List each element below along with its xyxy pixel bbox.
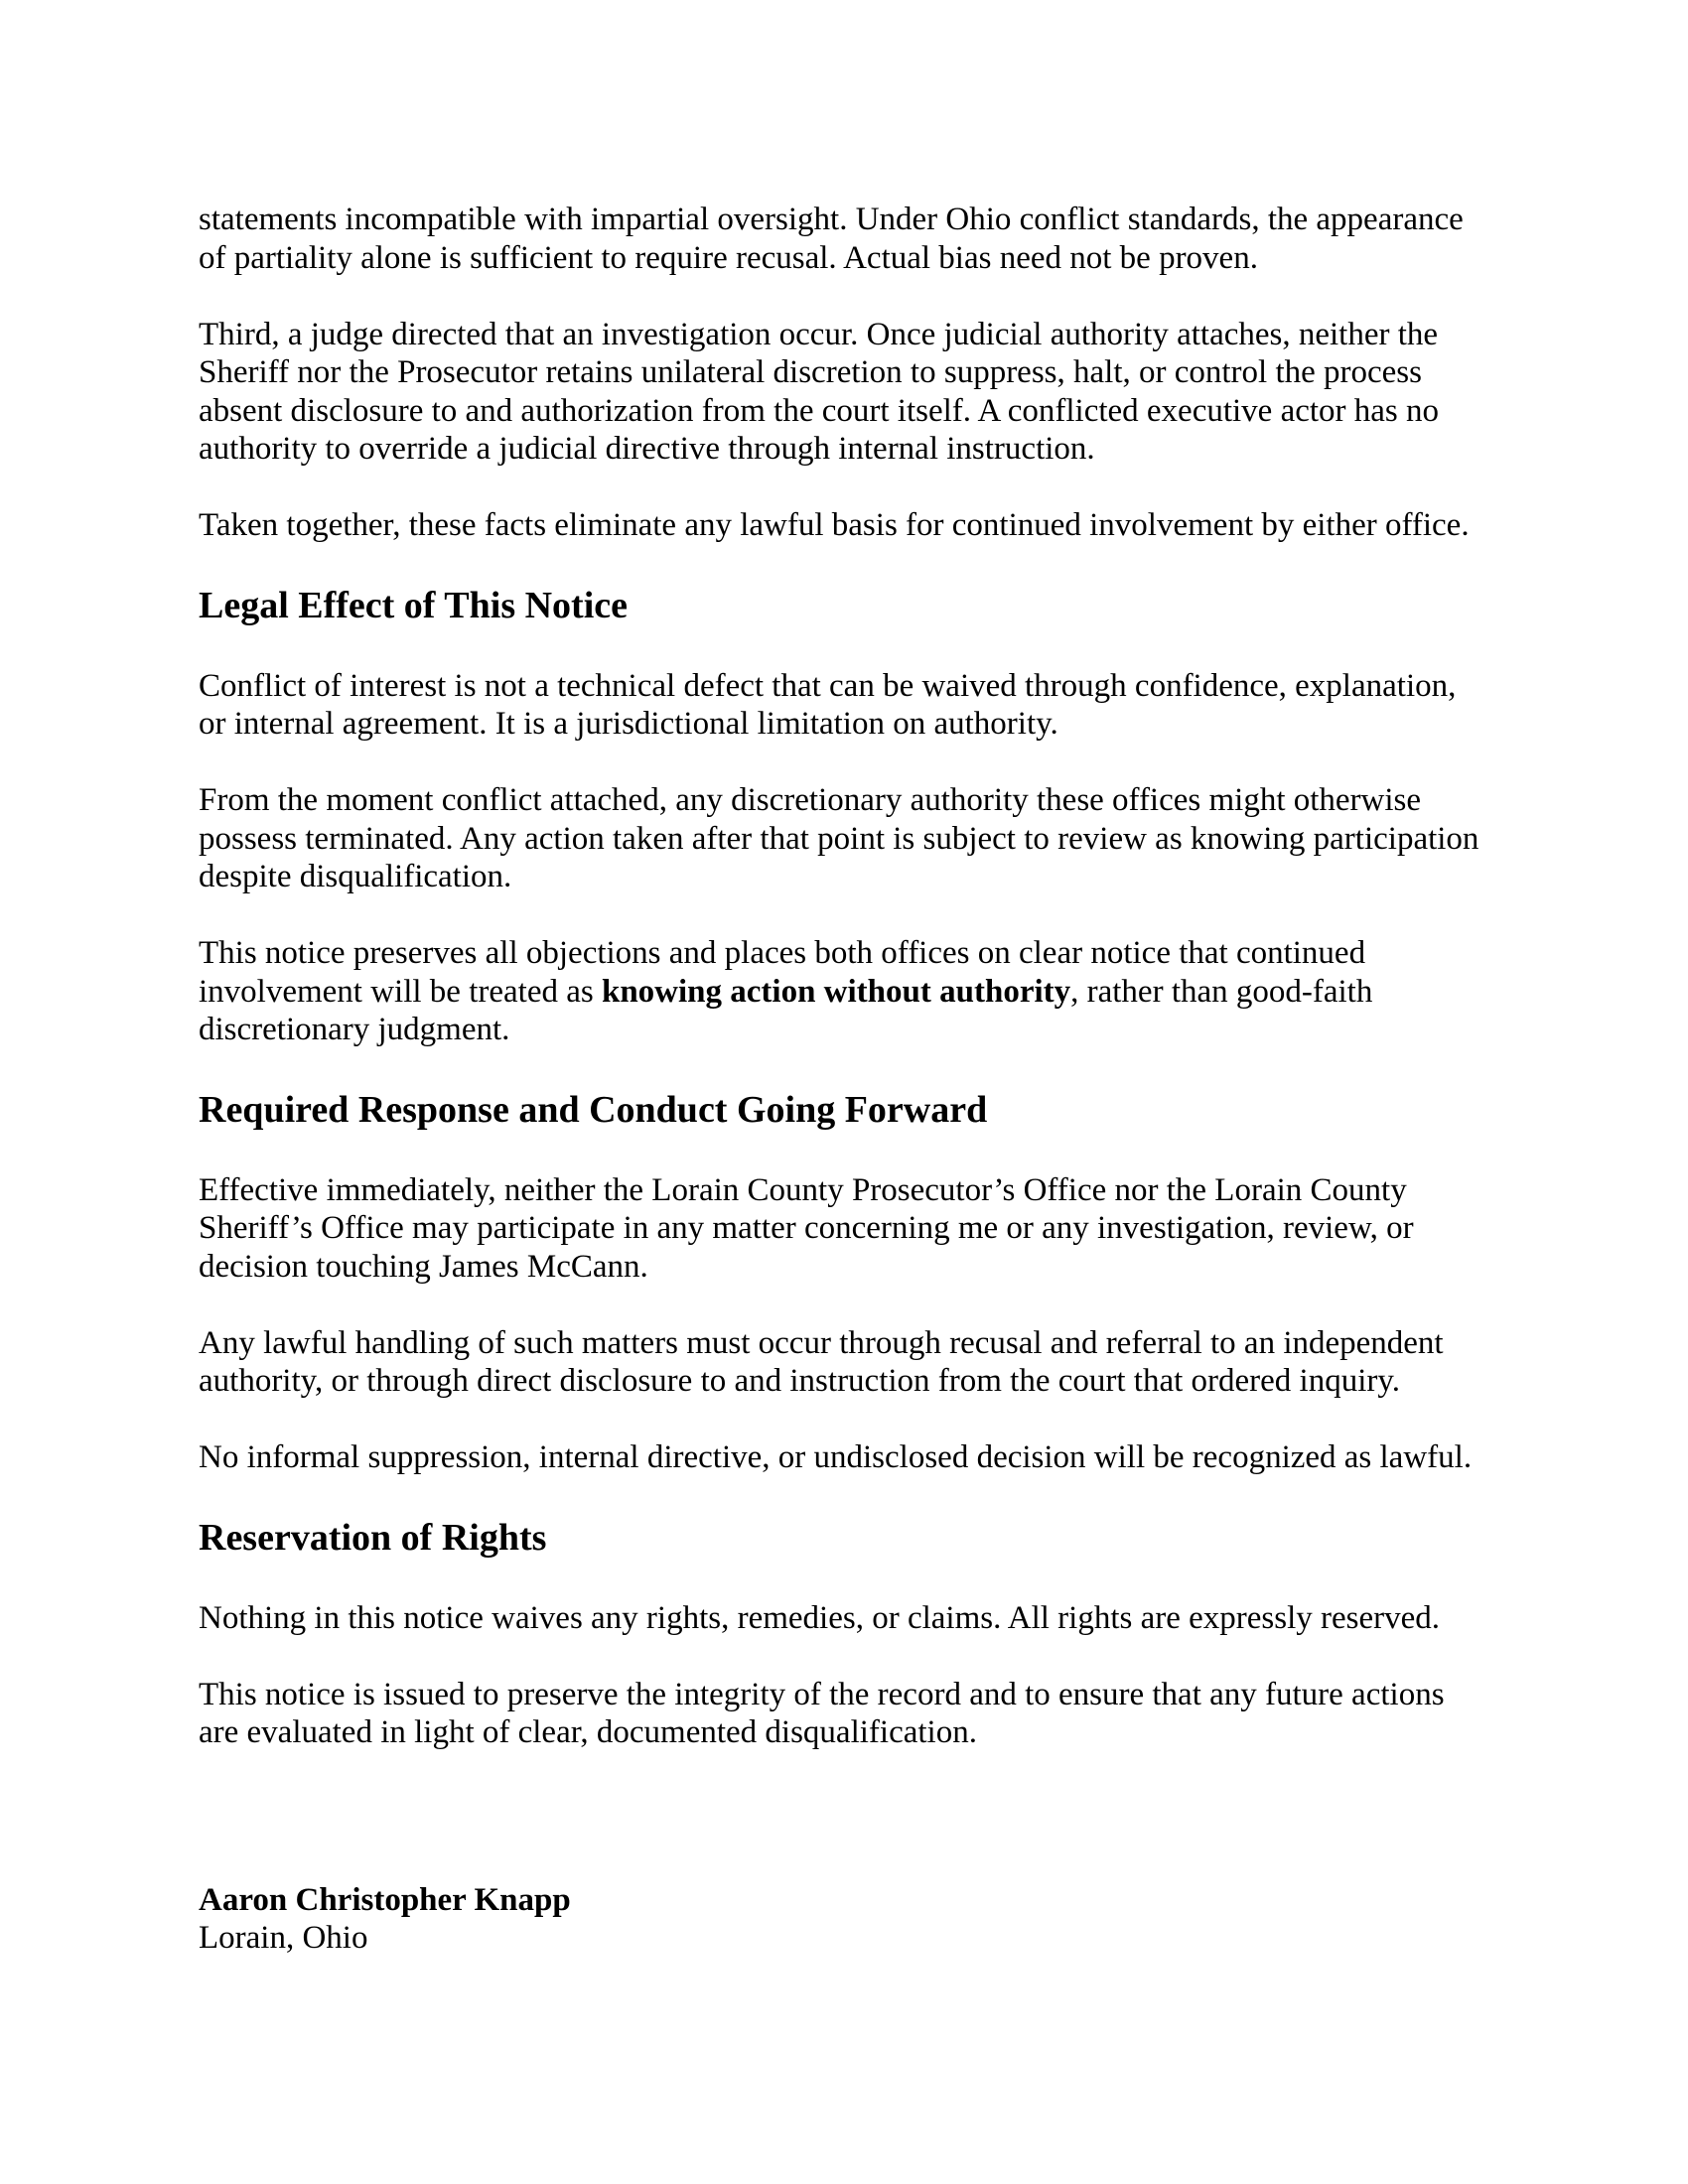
paragraph-no-informal: No informal suppression, internal directive, or undisclosed decision will be recognized as lawful. — [199, 1439, 1473, 1475]
section-heading-legal-effect: Legal Effect of This Notice — [199, 585, 628, 626]
paragraph-taken-together: Taken together, these facts eliminate any lawful basis for continued involvement by either office. — [199, 507, 1470, 543]
paragraph-nothing-waives: Nothing in this notice waives any rights, remedies, or claims. All rights are expressly reserved. — [199, 1599, 1441, 1636]
paragraph-effective-immediately: Effective immediately, neither the Lorain County Prosecutor’s Office nor the Lorain County Sheriff’s Office may participate in any matter concerning me or any investigation, review, or decision touching James McCann. — [199, 1171, 1414, 1285]
section-heading-required-response: Required Response and Conduct Going Forward — [199, 1089, 988, 1131]
paragraph-notice-preserves — [199, 934, 1489, 1049]
paragraph-conflict-defect: Conflict of interest is not a technical defect that can be waived through confidence, explanation, or internal agreement. It is a jurisdictional limitation on authority. — [199, 667, 1457, 742]
paragraph-lawful-handling: Any lawful handling of such matters must occur through recusal and referral to an independent authority, or through direct disclosure to and instruction from the court that ordered inquiry. — [199, 1324, 1444, 1399]
paragraph-oversight: statements incompatible with impartial oversight. Under Ohio conflict standards, the appearance of partiality alone is sufficient to require recusal. Actual bias need not be proven. — [199, 202, 1464, 276]
signature-name: Aaron Christopher Knapp — [199, 1881, 571, 1918]
paragraph-from-moment: From the moment conflict attached, any discretionary authority these offices might otherwise possess terminated. Any action taken after that point is subject to review as knowing participation despite disqualification. — [199, 782, 1479, 894]
signature-block — [199, 1881, 1489, 1958]
paragraph-third-judge: Third, a judge directed that an investigation occur. Once judicial authority attaches, neither the Sheriff nor the Prosecutor retains unilateral discretion to suppress, halt, or control the process absent disclosure to and authorization from the court itself. A conflicted executive actor has no authority to override a judicial directive through internal instruction. — [199, 316, 1440, 467]
document-body — [199, 201, 1489, 1958]
paragraph-notice-preserves-tail: , rather than good-faith discretionary judgment. — [199, 973, 1373, 1047]
bold-knowing-action-without-authority: knowing action without authority — [601, 973, 1071, 1010]
section-heading-reservation: Reservation of Rights — [199, 1517, 547, 1559]
paragraph-issued-preserve: This notice is issued to preserve the integrity of the record and to ensure that any future actions are evaluated in light of clear, documented disqualification. — [199, 1676, 1445, 1750]
paragraph-notice-preserves-text: This notice preserves all objections and places both offices on clear notice that continued involvement will be treated as — [199, 935, 1366, 1010]
signature-location: Lorain, Ohio — [199, 1920, 368, 1956]
